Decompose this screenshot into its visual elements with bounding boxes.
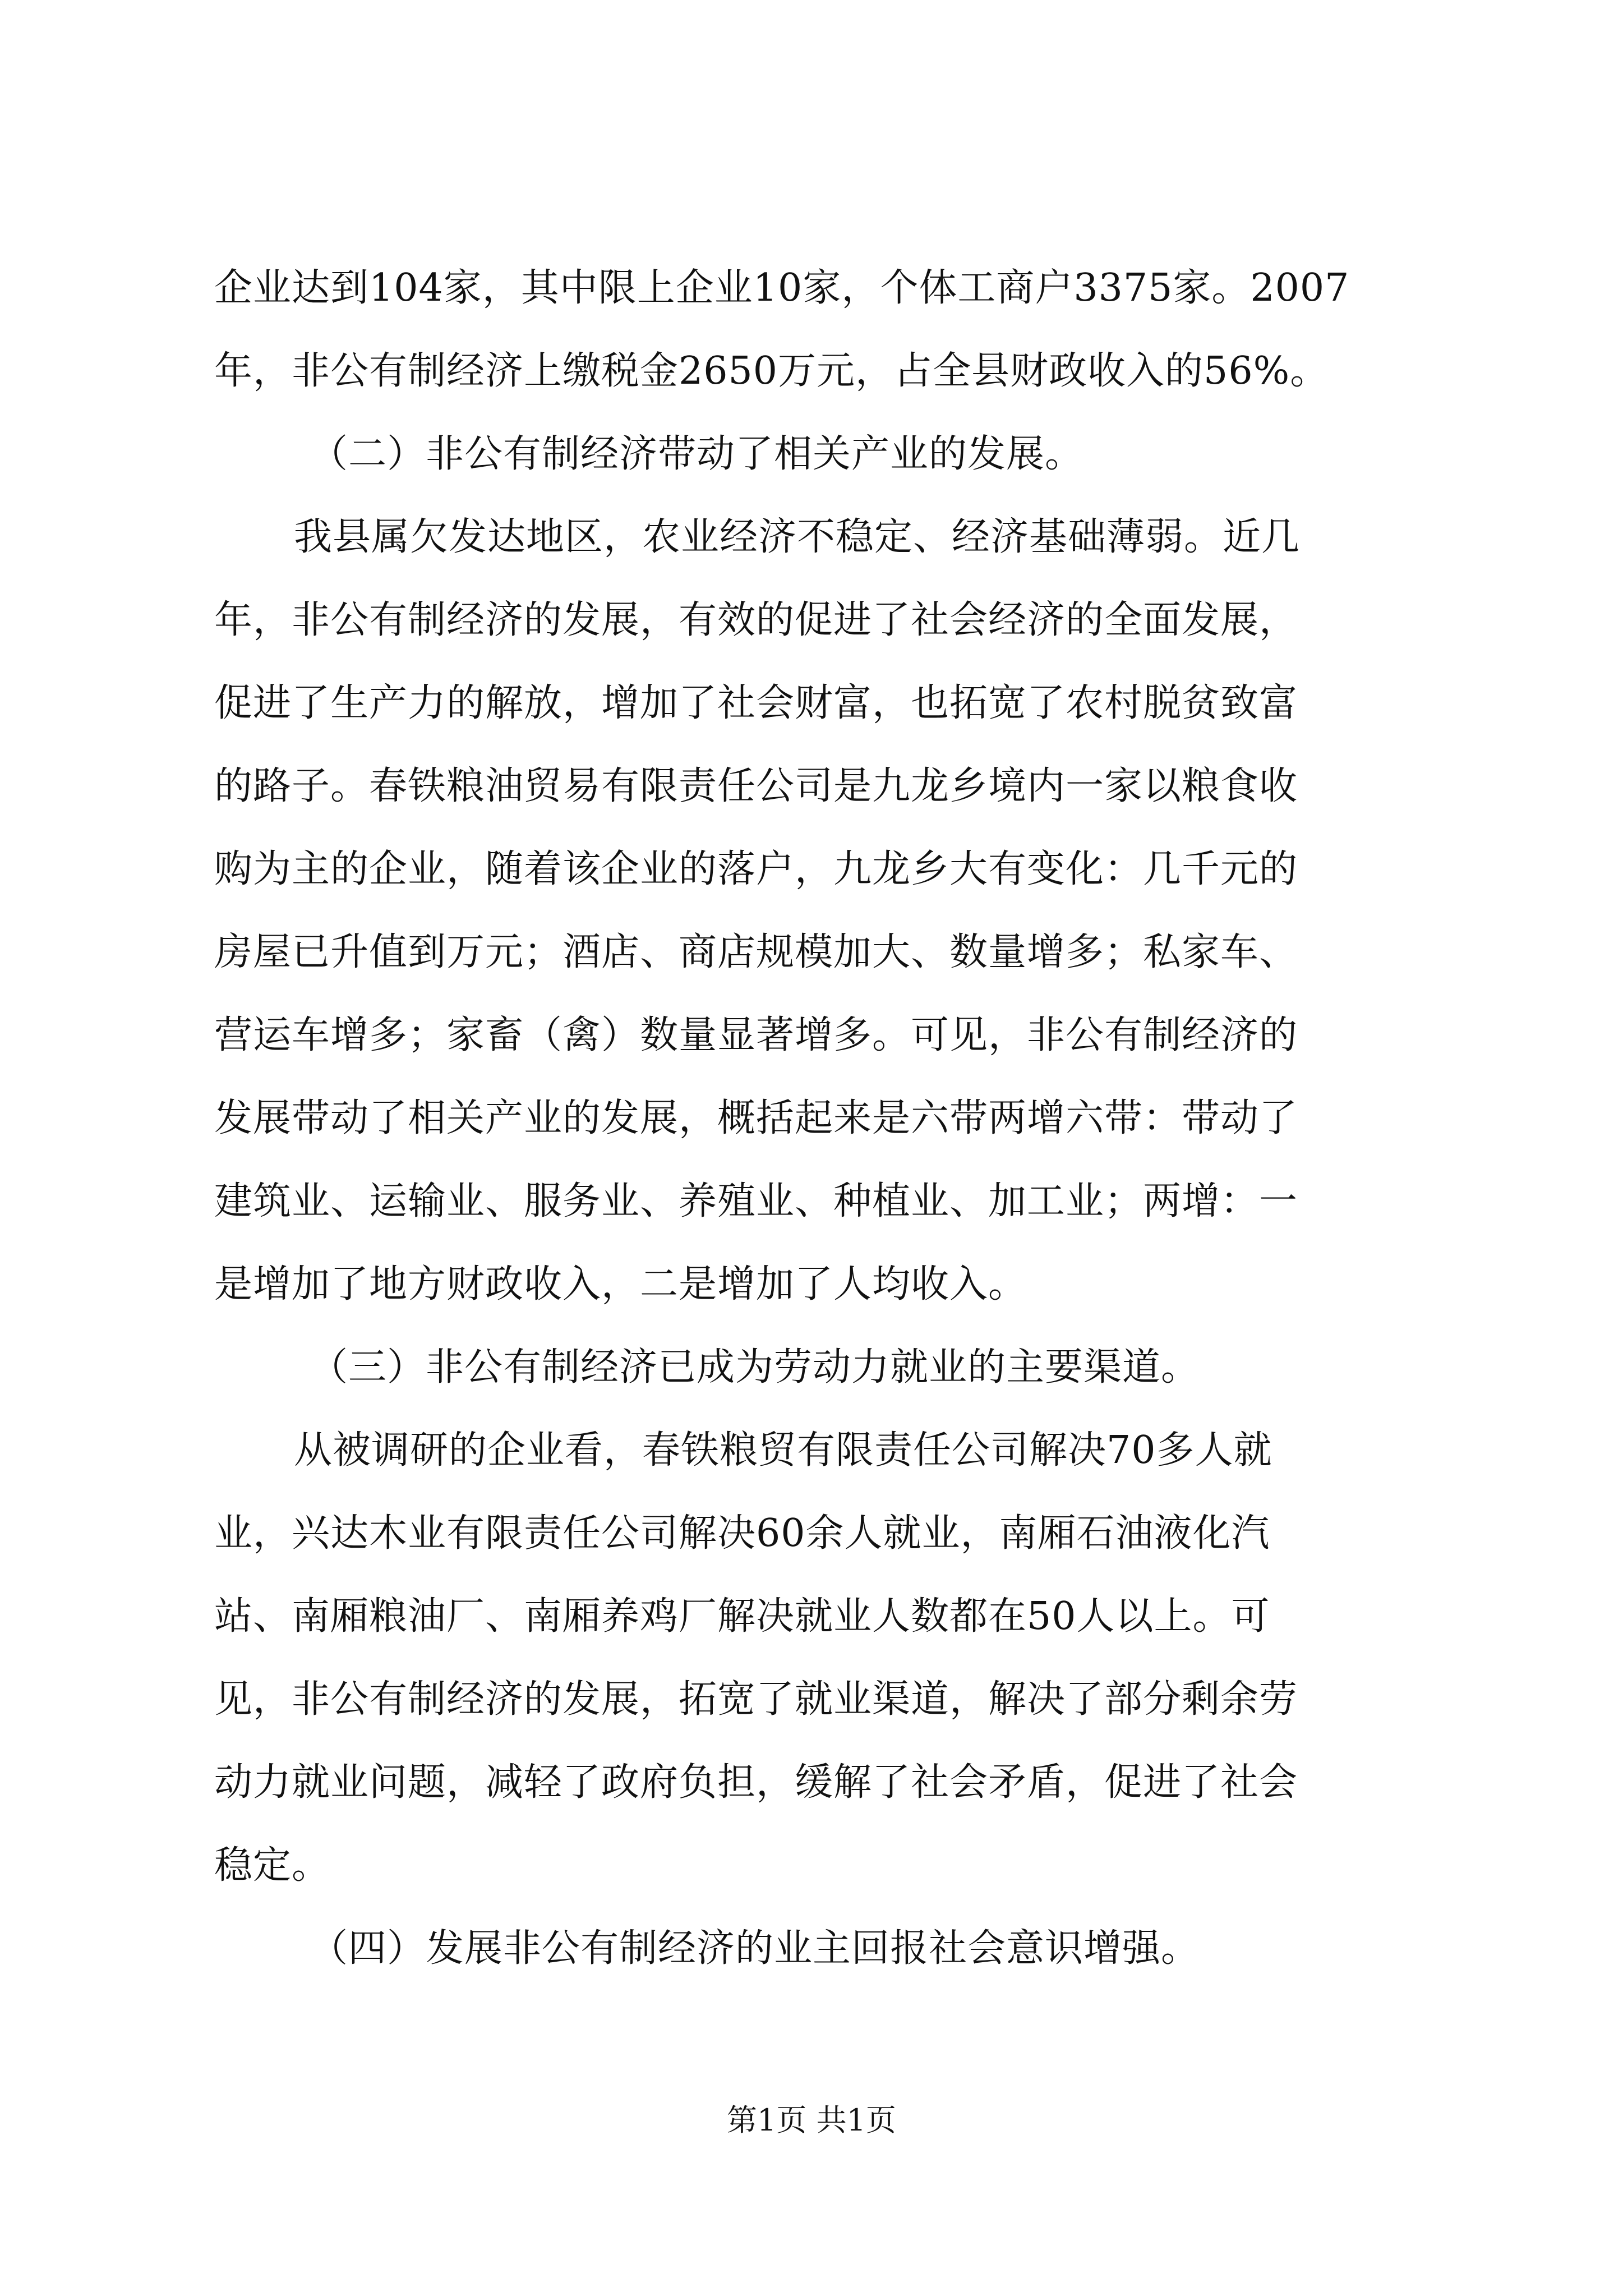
paragraph-line: 年，非公有制经济的发展，有效的促进了社会经济的全面发展， xyxy=(214,598,1298,642)
paragraph-line: 是增加了地方财政收入，二是增加了人均收入。 xyxy=(214,1262,1027,1306)
paragraph-line: 业，兴达木业有限责任公司解决60余人就业，南厢石油液化汽 xyxy=(214,1511,1270,1556)
paragraph-line: 的路子。春铁粮油贸易有限责任公司是九龙乡境内一家以粮食收 xyxy=(214,764,1298,808)
paragraph-line: 建筑业、运输业、服务业、养殖业、种植业、加工业；两增：一 xyxy=(214,1179,1298,1223)
section-heading: （四）发展非公有制经济的业主回报社会意识增强。 xyxy=(310,1926,1200,1971)
section-heading: （二）非公有制经济带动了相关产业的发展。 xyxy=(310,432,1084,476)
paragraph-line: 营运车增多；家畜（禽）数量显著增多。可见，非公有制经济的 xyxy=(214,1013,1298,1057)
paragraph-line: 房屋已升值到万元；酒店、商店规模加大、数量增多；私家车、 xyxy=(214,930,1298,974)
paragraph-line: 动力就业问题，减轻了政府负担，缓解了社会矛盾，促进了社会 xyxy=(214,1760,1298,1805)
section-heading: （三）非公有制经济已成为劳动力就业的主要渠道。 xyxy=(310,1345,1200,1389)
paragraph-line: 企业达到104家，其中限上企业10家，个体工商户3375家。2007 xyxy=(214,266,1350,310)
page-number: 第1页 共1页 xyxy=(727,2102,896,2138)
paragraph-line: 我县属欠发达地区，农业经济不稳定、经济基础薄弱。近几 xyxy=(294,515,1301,559)
paragraph-line: 年，非公有制经济上缴税金2650万元，占全县财政收入的56%。 xyxy=(214,349,1329,393)
paragraph-line: 从被调研的企业看，春铁粮贸有限责任公司解决70多人就 xyxy=(294,1428,1272,1473)
document-body xyxy=(214,247,1414,1990)
paragraph-line: 稳定。 xyxy=(214,1843,331,1888)
paragraph-line: 见，非公有制经济的发展，拓宽了就业渠道，解决了部分剩余劳 xyxy=(214,1677,1298,1722)
paragraph-line: 站、南厢粮油厂、南厢养鸡厂解决就业人数都在50人以上。可 xyxy=(214,1594,1270,1639)
paragraph-line: 发展带动了相关产业的发展，概括起来是六带两增六带：带动了 xyxy=(214,1096,1298,1140)
paragraph-line: 购为主的企业，随着该企业的落户，九龙乡大有变化：几千元的 xyxy=(214,847,1298,891)
paragraph-line: 促进了生产力的解放，增加了社会财富，也拓宽了农村脱贫致富 xyxy=(214,681,1298,725)
